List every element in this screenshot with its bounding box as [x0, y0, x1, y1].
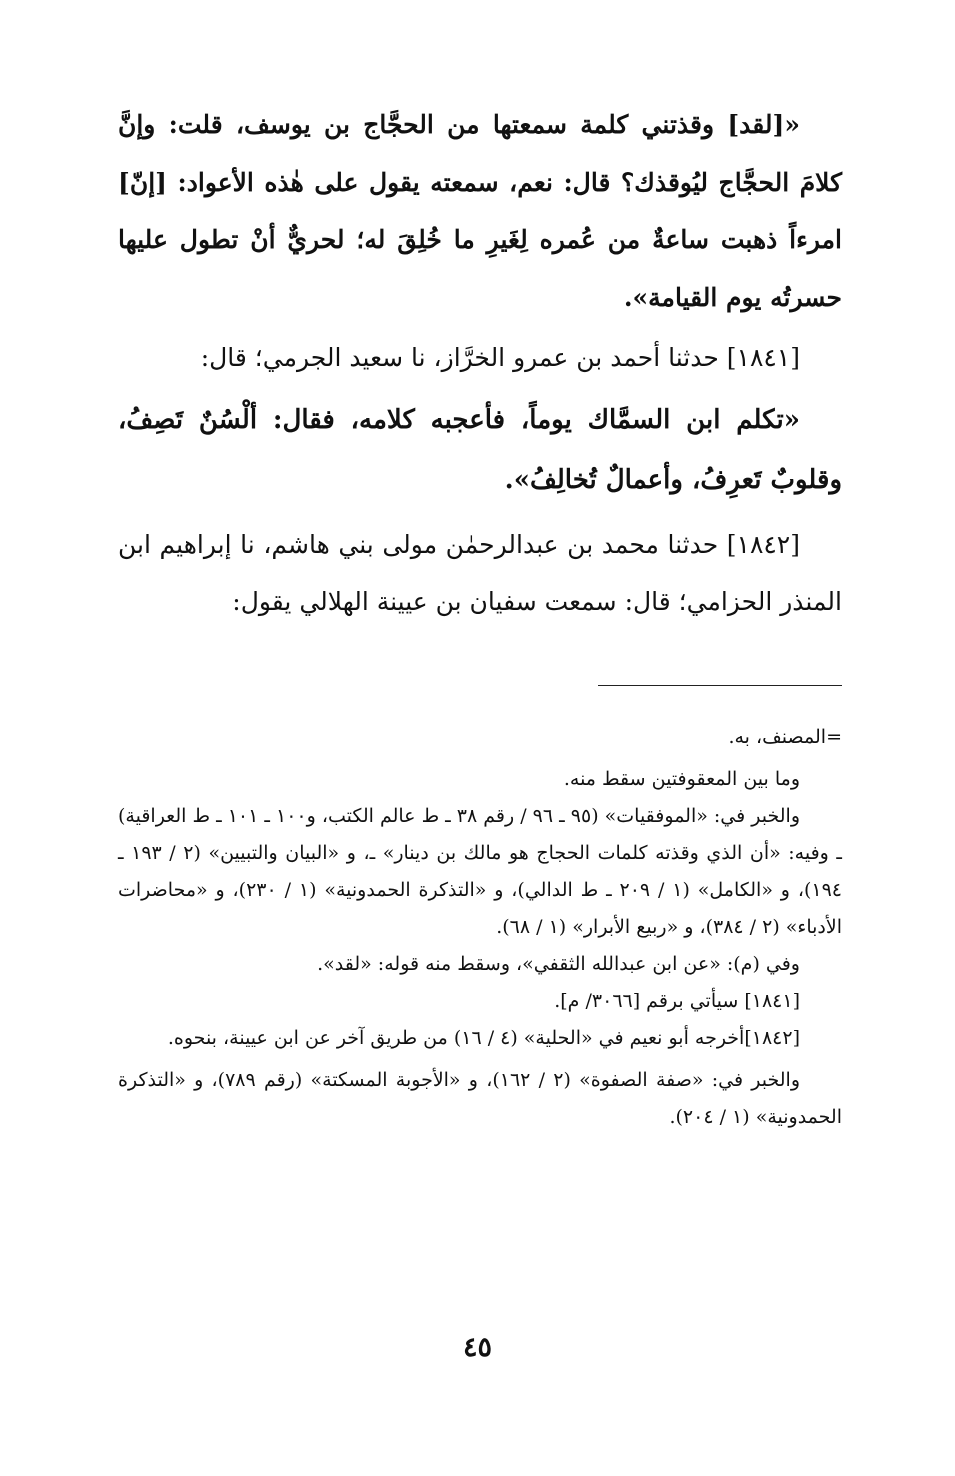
footnote-sources: والخبر في: «الموفقيات» (٩٥ ـ ٩٦ / رقم ٣٨ ـ ط عالم الكتب، و١٠٠ ـ ١٠١ ـ ط العراقية) ـ وفيه: «أن الذي وقذته كلمات الحجاج هو مالك بن دينار» ـ، و «البيان والتبيين» (٢ / ١٩٣ ـ ١٩٤)، و «الكامل» (١ / ٢٠٩ ـ ط الدالي)، و «التذكرة الحمدونية» (١ / ٢٣٠)، و «محاضرات الأدباء» (٢ / ٣٨٤)، و «ربيع الأبرار» (١ / ٦٨). — [118, 805, 843, 938]
page-number: ٤٥ — [462, 1332, 492, 1363]
main-text — [118, 96, 842, 631]
narration-1842: [١٨٤٢] حدثنا محمد بن عبدالرحمٰن مولى بني هاشم، نا إبراهيم ابن المنذر الحزامي؛ قال: سمعت سفيان بن عيينة الهلالي يقول: — [118, 529, 842, 616]
footnotes — [118, 719, 842, 1136]
footnote-line: وما بين المعقوفتين سقط منه. — [563, 768, 800, 790]
narration-1841: [١٨٤١] حدثنا أحمد بن عمرو الخرَّاز، نا سعيد الجرمي؛ قال: — [200, 343, 800, 372]
footnote-continuation: =المصنف، به. — [728, 726, 842, 748]
footnote-variant: وفي (م): «عن ابن عبدالله الثقفي»، وسقط منه قوله: «لقد». — [317, 953, 800, 975]
quote-paragraph-hajjaj: «[لقد] وقذتني كلمة سمعتها من الحجَّاج بن يوسف، قلت: وإنَّ كلامَ الحجَّاج ليُوقذك؟ قال: نعم، سمعته يقول على هٰذه الأعواد: [إنّ] امرءاً ذهبت ساعةٌ من عُمره لِغَيرِ ما خُلِقَ له؛ لحريٌّ أنْ تطول عليها حسرتُه يوم القيامة». — [118, 110, 842, 312]
quote-paragraph-ibn-sammak: «تكلم ابن السمَّاك يوماً، فأعجبه كلامه، فقال: ألْسُنٌ تَصِفُ، وقلوبٌ تَعرِفُ، وأعمالٌ تُخالِفُ». — [118, 404, 842, 495]
footnote-separator — [598, 685, 842, 686]
footnote-1841: [١٨٤١] سيأتي برقم [٣٠٦٦/ م]. — [554, 990, 800, 1012]
footnote-1842-sources: والخبر في: «صفة الصفوة» (٢ / ١٦٢)، و «الأجوبة المسكتة» (رقم ٧٨٩)، و «التذكرة الحمدونية» (١ / ٢٠٤). — [118, 1069, 842, 1128]
footnote-1842: [١٨٤٢]أخرجه أبو نعيم في «الحلية» (٤ / ١٦) من طريق آخر عن ابن عيينة، بنحوه. — [167, 1027, 800, 1049]
